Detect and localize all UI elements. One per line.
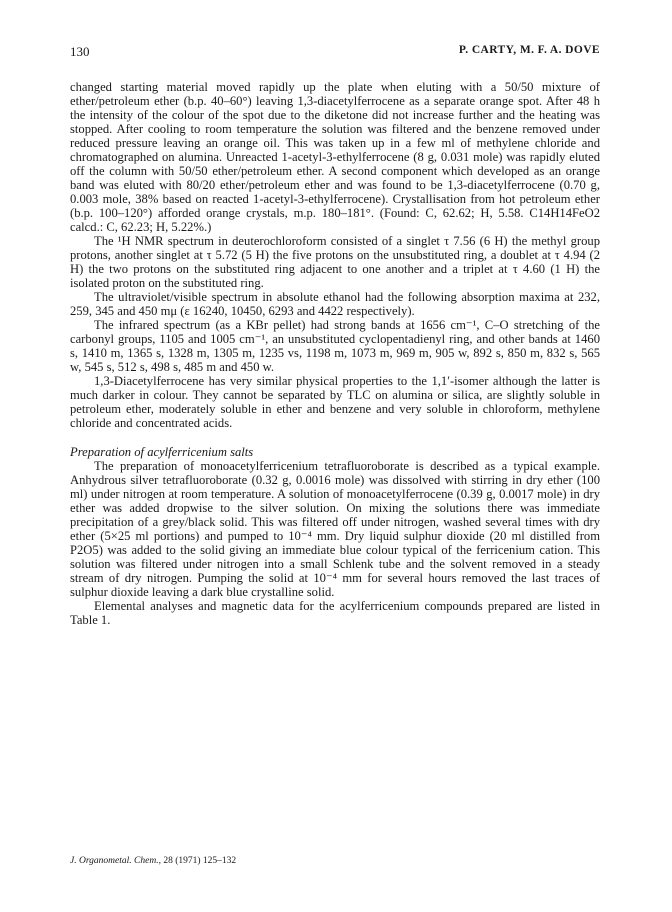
paragraph-properties: 1,3-Diacetylferrocene has very similar physical properties to the 1,1′-isomer although the latter is much darker in colour. They cannot be separated by TLC on alumina or silica, are slightly soluble in petroleum ether, moderately soluble in ether and benzene and very soluble in chloroform, methylene chloride and concentrated acids.	[70, 374, 600, 430]
paragraph-nmr: The ¹H NMR spectrum in deuterochloroform consisted of a singlet τ 7.56 (6 H) the methyl group protons, another singlet at τ 5.72 (5 H) the five protons on the unsubstituted ring, a doublet at τ 4.94 (2 H) the two protons on the substituted ring adjacent to one another and a triplet at τ 4.60 (1 H) the isolated proton on the substituted ring.	[70, 234, 600, 290]
section-title: Preparation of acylferricenium salts	[70, 445, 254, 459]
page-header	[70, 44, 600, 64]
article-body	[70, 80, 600, 627]
page-footer	[70, 856, 236, 866]
paragraph-table-reference: Elemental analyses and magnetic data for the acylferricenium compounds prepared are listed in Table 1.	[70, 599, 600, 627]
paragraph-infrared: The infrared spectrum (as a KBr pellet) had strong bands at 1656 cm⁻¹, C–O stretching of the carbonyl groups, 1105 and 1005 cm⁻¹, an unsubstituted cyclopentadienyl ring, and other bands at 1460 s, 1410 m, 1365 s, 1328 m, 1305 m, 1235 vs, 1198 m, 1073 m, 969 m, 905 w, 892 s, 850 m, 832 s, 565 w, 545 s, 512 s, 498 s, 485 m and 450 w.	[70, 318, 600, 374]
paragraph-uv-vis: The ultraviolet/visible spectrum in absolute ethanol had the following absorption maxima at 232, 259, 345 and 450 mμ (ε 16240, 10450, 6293 and 4422 respectively).	[70, 290, 600, 318]
journal-name: J. Organometal. Chem.,	[70, 856, 161, 866]
running-head-authors: P. CARTY, M. F. A. DOVE	[458, 44, 600, 56]
journal-citation: 28 (1971) 125–132	[160, 856, 237, 866]
page-number: 130	[70, 44, 90, 59]
paragraph-preparation: The preparation of monoacetylferricenium tetrafluoroborate is described as a typical example. Anhydrous silver tetrafluoroborate (0.32 g, 0.0016 mole) was dissolved with stirring in dry ether (100 ml) under nitrogen at room temperature. A solution of monoacetylferrocene (0.39 g, 0.0017 mole) in dry ether was added dropwise to the silver solution. On mixing the solutions there was immediate precipitation of a grey/black solid. This was filtered off under nitrogen, washed several times with dry ether (5×25 ml portions) and pumped to 10⁻⁴ mm. Dry liquid sulphur dioxide (20 ml distilled from P2O5) was added to the solid giving an immediate blue colour typical of the ferricenium cation. This solution was filtered under nitrogen into a small Schlenk tube and the solvent removed in a steady stream of dry nitrogen. Pumping the solid at 10⁻⁴ mm for several hours removed the last traces of sulphur dioxide leaving a dark blue crystalline solid.	[70, 459, 600, 599]
paragraph-synthesis: changed starting material moved rapidly up the plate when eluting with a 50/50 mixture of ether/petroleum ether (b.p. 40–60°) leaving 1,3-diacetylferrocene as a separate orange spot. After 48 h the intensity of the colour of the spot due to the diketone did not increase further and the heating was stopped. After cooling to room temperature the solution was filtered and the benzene removed under reduced pressure leaving an orange oil. This was taken up in a few ml of methylene chloride and chromatographed on alumina. Unreacted 1-acetyl-3-ethylferrocene (8 g, 0.031 mole) was rapidly eluted off the column with 50/50 ether/petroleum ether. A second component which developed as an orange band was eluted with 80/20 ether/petroleum ether and was found to be 1,3-diacetylferrocene (0.70 g, 0.003 mole, 38% based on reacted 1-acetyl-3-ethylferrocene). Crystallisation from hot petroleum ether (b.p. 100–120°) afforded orange crystals, m.p. 180–181°. (Found: C, 62.62; H, 5.58. C14H14FeO2 calcd.: C, 62.23; H, 5.22%.)	[70, 80, 600, 234]
